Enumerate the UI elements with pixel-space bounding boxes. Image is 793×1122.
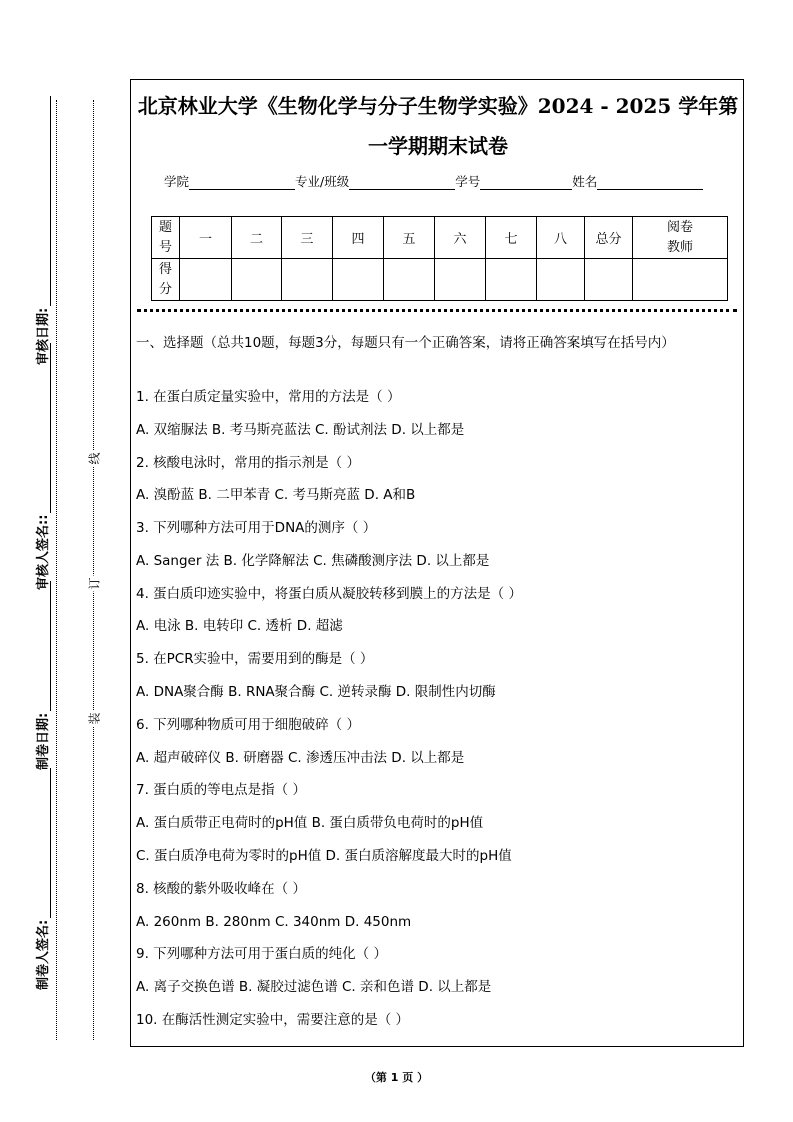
question-3-options: A. Sanger 法 B. 化学降解法 C. 焦磷酸测序法 D. 以上都是 bbox=[136, 553, 490, 569]
question-7: 7. 蛋白质的等电点是指（ ） bbox=[136, 782, 306, 798]
student-info-row bbox=[164, 172, 703, 190]
question-8-options: A. 260nm B. 280nm C. 340nm D. 450nm bbox=[136, 914, 412, 930]
question-10: 10. 在酶活性测定实验中，需要注意的是（ ） bbox=[136, 1012, 410, 1028]
question-2: 2. 核酸电泳时，常用的指示剂是（ ） bbox=[136, 455, 360, 471]
question-8: 8. 核酸的紫外吸收峰在（ ） bbox=[136, 881, 306, 897]
score-cell-6[interactable] bbox=[435, 259, 486, 301]
column-6: 六 bbox=[435, 217, 486, 259]
question-5-options: A. DNA聚合酶 B. RNA聚合酶 C. 逆转录酶 D. 限制性内切酶 bbox=[136, 684, 496, 700]
question-1: 1. 在蛋白质定量实验中，常用的方法是（ ） bbox=[136, 389, 401, 405]
score-cell-total[interactable] bbox=[585, 259, 633, 301]
student-id-label: 学号 bbox=[455, 174, 481, 189]
column-5: 五 bbox=[384, 217, 435, 259]
question-5: 5. 在PCR实验中，需要用到的酶是（ ） bbox=[136, 651, 374, 667]
name-field[interactable] bbox=[597, 175, 703, 190]
question-2-options: A. 溴酚蓝 B. 二甲苯青 C. 考马斯亮蓝 D. A和B bbox=[136, 487, 416, 503]
score-cell-3[interactable] bbox=[282, 259, 333, 301]
exam-frame bbox=[130, 79, 744, 1047]
exam-title-line2: 一学期期末试卷 bbox=[368, 134, 508, 158]
column-8: 八 bbox=[537, 217, 585, 259]
column-total: 总分 bbox=[585, 217, 633, 259]
section-intro: 一、选择题（总共10题，每题3分，每题只有一个正确答案，请将正确答案填写在括号内） bbox=[136, 335, 675, 351]
student-id-field[interactable] bbox=[480, 175, 572, 190]
reviewer-signature-label: 审核人签名:: bbox=[32, 343, 51, 590]
college-label: 学院 bbox=[164, 174, 190, 189]
question-6-options: A. 超声破碎仪 B. 研磨器 C. 渗透压冲击法 D. 以上都是 bbox=[136, 750, 465, 766]
binding-mark-line: 线 bbox=[87, 452, 102, 465]
paper-date-label: 制卷日期: bbox=[32, 581, 51, 770]
binding-dotted-line-inner bbox=[93, 100, 94, 1040]
score-cell-5[interactable] bbox=[384, 259, 435, 301]
score-cell-1[interactable] bbox=[180, 259, 232, 301]
score-cell-4[interactable] bbox=[333, 259, 384, 301]
question-4: 4. 蛋白质印迹实验中，将蛋白质从凝胶转移到膜上的方法是（ ） bbox=[136, 586, 522, 602]
score-cell-2[interactable] bbox=[232, 259, 282, 301]
score-cell-8[interactable] bbox=[537, 259, 585, 301]
page-number: （第 1 页 ） bbox=[364, 1071, 429, 1084]
question-9-options: A. 离子交换色谱 B. 凝胶过滤色谱 C. 亲和色谱 D. 以上都是 bbox=[136, 979, 492, 995]
score-cell-7[interactable] bbox=[486, 259, 537, 301]
column-7: 七 bbox=[486, 217, 537, 259]
question-7-options-ab: A. 蛋白质带正电荷时的pH值 B. 蛋白质带负电荷时的pH值 bbox=[136, 815, 484, 831]
binding-mark-bind: 订 bbox=[87, 577, 102, 590]
question-9: 9. 下列哪种方法可用于蛋白质的纯化（ ） bbox=[136, 946, 387, 962]
college-field[interactable] bbox=[189, 175, 295, 190]
column-1: 一 bbox=[180, 217, 232, 259]
binding-dotted-line-outer bbox=[56, 100, 57, 1040]
exam-title-line1: 北京林业大学《生物化学与分子生物学实验》2024 - 2025 学年第 bbox=[137, 94, 739, 118]
score-table-head-score: 得 分 bbox=[152, 259, 180, 301]
paper-author-signature-label: 制卷人签名: bbox=[32, 768, 51, 990]
binding-mark-staple: 装 bbox=[87, 712, 102, 725]
question-6: 6. 下列哪种物质可用于细胞破碎（ ） bbox=[136, 717, 360, 733]
major-class-field[interactable] bbox=[349, 175, 455, 190]
review-date-label: 审核日期: bbox=[32, 96, 51, 365]
column-4: 四 bbox=[333, 217, 384, 259]
question-4-options: A. 电泳 B. 电转印 C. 透析 D. 超滤 bbox=[136, 618, 343, 634]
dotted-separator bbox=[137, 309, 737, 312]
major-class-label: 专业/班级 bbox=[295, 174, 350, 189]
column-3: 三 bbox=[282, 217, 333, 259]
name-label: 姓名 bbox=[572, 174, 598, 189]
score-table bbox=[151, 216, 728, 301]
question-3: 3. 下列哪种方法可用于DNA的测序（ ） bbox=[136, 520, 377, 536]
question-7-options-cd: C. 蛋白质净电荷为零时的pH值 D. 蛋白质溶解度最大时的pH值 bbox=[136, 848, 512, 864]
score-table-head-number: 题 号 bbox=[152, 217, 180, 259]
score-cell-grader[interactable] bbox=[633, 259, 728, 301]
column-grader: 阅卷 教师 bbox=[633, 217, 728, 259]
column-2: 二 bbox=[232, 217, 282, 259]
question-1-options: A. 双缩脲法 B. 考马斯亮蓝法 C. 酚试剂法 D. 以上都是 bbox=[136, 422, 465, 438]
